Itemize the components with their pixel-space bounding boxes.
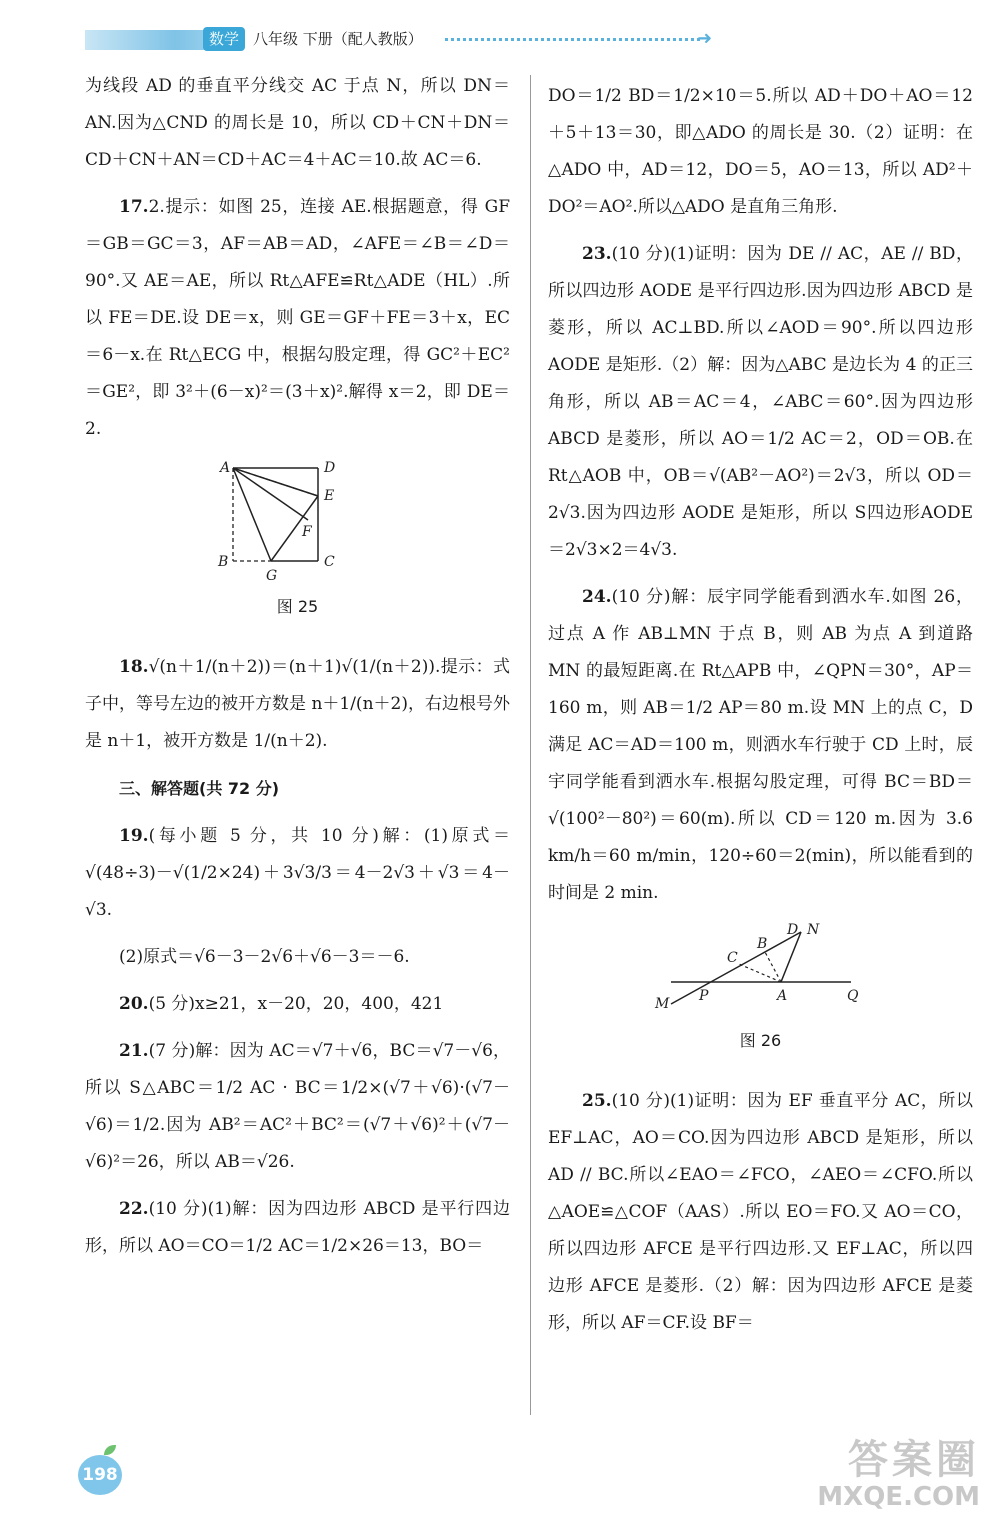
answer-17-number: 17.: [119, 197, 149, 217]
answer-25-text: (10 分)(1)证明：因为 EF 垂直平分 AC，所以 EF⊥AC，AO＝CO.因为四边形 ABCD 是矩形，所以 AD // BC.所以∠EAO＝∠FCO，∠AEO＝∠CFO.所以△AOE≌△COF（AAS）.所以 EO＝FO.又 AO＝CO，所以四边形 AFCE 是平行四边形.又 EF⊥AC，所以四边形 AFCE 是菱形.（2）解：因为四边形 AFCE 是菱形，所以 AF＝CF.设 BF＝: [548, 1091, 973, 1333]
answer-21-number: 21.: [119, 1041, 149, 1061]
right-column: [548, 78, 973, 1352]
answer-20-text: (5 分)x≥21，x－20，20，400，421: [148, 994, 444, 1014]
fig25-label-C: C: [323, 554, 335, 570]
answer-19: [85, 818, 510, 929]
answer-17: [85, 189, 510, 448]
left-column: [85, 68, 510, 1275]
answer-19-part2: (2)原式＝√6－3－2√6＋√6－3＝－6.: [119, 947, 410, 967]
figure-25: [85, 458, 510, 625]
right-paragraph-continued: DO＝1/2 BD＝1/2×10＝5.所以 AD＋DO＋AO＝12＋5＋13＝30，即△ADO 的周长是 30.（2）证明：在△ADO 中，AD＝12，DO＝5，AO＝13，所以 AD²＋DO²＝AO².所以△ADO 是直角三角形.: [548, 86, 973, 217]
fig25-label-D: D: [323, 460, 335, 476]
fig25-label-F: F: [301, 524, 312, 540]
answer-22-number: 22.: [119, 1199, 149, 1219]
header-arrow-icon: ➜: [697, 28, 713, 49]
fig26-label-P: P: [698, 988, 708, 1004]
fig25-label-E: E: [323, 488, 334, 504]
header-dotted-line: [445, 38, 700, 41]
answer-18: [85, 649, 510, 760]
fig25-label-B: B: [217, 554, 228, 570]
fig26-label-Q: Q: [846, 988, 858, 1004]
answer-24-number: 24.: [582, 587, 612, 607]
answer-23: [548, 236, 973, 569]
answer-19-text: (每小题 5 分，共 10 分)解：(1)原式＝√(48÷3)－√(1/2×24)＋3√3/3＝4－2√3＋√3＝4－√3.: [85, 826, 510, 920]
header-subject: 数学: [203, 27, 245, 51]
page-header: [85, 22, 715, 58]
answer-25-number: 25.: [582, 1091, 612, 1111]
answer-20: [85, 986, 510, 1023]
answer-23-text: (10 分)(1)证明：因为 DE // AC，AE // BD，所以四边形 AODE 是平行四边形.因为四边形 ABCD 是菱形，所以 AC⊥BD.所以∠AOD＝90°.所以四边形 AODE 是矩形.（2）解：因为△ABC 是边长为 4 的正三角形，所以 AB＝AC＝4，∠ABC＝60°.因为四边形 ABCD 是菱形，所以 AO＝1/2 AC＝2，OD＝OB.在 Rt△AOB 中，OB＝√(AB²－AO²)＝2√3，所以 OD＝2√3.因为四边形 AODE 是矩形，所以 S四边形AODE＝2√3×2＝4√3.: [548, 244, 973, 560]
answer-24-text: (10 分)解：辰宇同学能看到洒水车.如图 26，过点 A 作 AB⊥MN 于点 B，则 AB 为点 A 到道路 MN 的最短距离.在 Rt△APB 中，∠QPN＝30°，AP＝160 m，则 AB＝1/2 AP＝80 m.设 MN 上的点 C，D 满足 AC＝AD＝100 m，则洒水车行驶于 CD 上时，辰宇同学能看到洒水车.根据勾股定理，可得 BC＝BD＝√(100²－80²)＝60(m).所以 CD＝120 m.因为 3.6 km/h＝60 m/min，120÷60＝2(min)，所以能看到的时间是 2 min.: [548, 587, 973, 903]
fig25-label-A: A: [219, 460, 230, 476]
fig26-label-C: C: [726, 950, 738, 966]
figure-25-caption: 图 25: [276, 597, 319, 616]
section-3-title: 三、解答题(共 72 分): [119, 779, 280, 798]
answer-21: [85, 1033, 510, 1181]
answer-18-number: 18.: [119, 657, 149, 677]
fig25-label-G: G: [265, 568, 277, 584]
watermark-url: MXQE.COM: [817, 1482, 980, 1512]
section-3-heading: [85, 770, 510, 808]
fig26-label-M: M: [654, 996, 669, 1012]
watermark: [817, 1438, 980, 1512]
fig26-label-B: B: [756, 936, 767, 952]
answer-20-number: 20.: [119, 994, 149, 1014]
answer-24: [548, 579, 973, 912]
fig26-label-N: N: [806, 922, 819, 938]
answer-19-number: 19.: [119, 826, 149, 846]
page-number-badge: [78, 1455, 122, 1495]
figure-26-diagram: [651, 922, 871, 1022]
answer-18-text: √(n＋1/(n＋2))＝(n＋1)√(1/(n＋2)).提示：式子中，等号左边的被开方数是 n＋1/(n＋2)，右边根号外是 n＋1，被开方数是 1/(n＋2).: [85, 657, 510, 751]
apple-leaf-icon: [104, 1445, 116, 1455]
fig26-label-D: D: [786, 922, 798, 938]
watermark-logo-text: 答案圈: [848, 1437, 980, 1483]
answer-25: [548, 1083, 973, 1342]
figure-25-diagram: [198, 458, 398, 588]
answer-17-text: 2.提示：如图 25，连接 AE.根据题意，得 GF＝GB＝GC＝3，AF＝AB＝AD，∠AFE＝∠B＝∠D＝90°.又 AE＝AE，所以 Rt△AFE≌Rt△ADE（HL）.所以 FE＝DE.设 DE＝x，则 GE＝GF＋FE＝3＋x，EC＝6－x.在 Rt△ECG 中，根据勾股定理，得 GC²＋EC²＝GE²，即 3²＋(6－x)²＝(3＋x)².解得 x＝2，即 DE＝2.: [85, 197, 510, 439]
page-number: 198: [82, 1465, 118, 1485]
figure-26: [548, 922, 973, 1059]
fig26-label-A: A: [776, 988, 787, 1004]
answer-23-number: 23.: [582, 244, 612, 264]
header-title: 八年级 下册（配人教版）: [253, 30, 423, 48]
answer-22-text: (10 分)(1)解：因为四边形 ABCD 是平行四边形，所以 AO＝CO＝1/2 AC＝1/2×26＝13，BO＝: [85, 1199, 510, 1256]
column-divider: [530, 75, 531, 1415]
answer-21-text: (7 分)解：因为 AC＝√7＋√6，BC＝√7－√6，所以 S△ABC＝1/2 AC · BC＝1/2×(√7＋√6)·(√7－√6)＝1/2.因为 AB²＝AC²＋BC²＝(√7＋√6)²＋(√7－√6)²＝26，所以 AB＝√26.: [85, 1041, 510, 1172]
figure-26-caption: 图 26: [739, 1031, 782, 1050]
answer-22: [85, 1191, 510, 1265]
left-paragraph-continued: 为线段 AD 的垂直平分线交 AC 于点 N，所以 DN＝AN.因为△CND 的周长是 10，所以 CD＋CN＋DN＝CD＋CN＋AN＝CD＋AC＝4＋AC＝10.故 AC＝6.: [85, 76, 510, 170]
